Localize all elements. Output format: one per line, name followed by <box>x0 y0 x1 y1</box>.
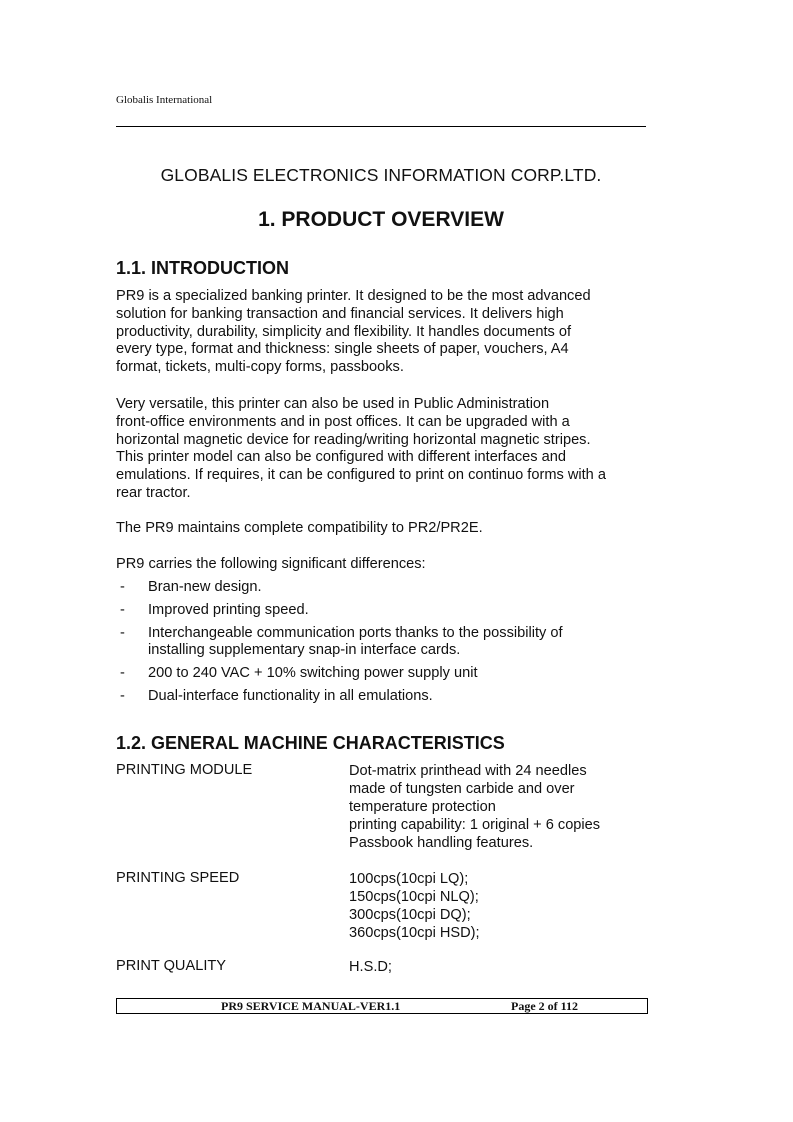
spec-value-line: 100cps(10cpi LQ); <box>349 871 469 887</box>
intro-paragraph-2 <box>116 396 646 503</box>
text-line: Very versatile, this printer can also be used in Public Administration <box>116 396 550 412</box>
section-heading-introduction: 1.1. INTRODUCTION <box>116 258 290 278</box>
text-line: This printer model can also be configured with different interfaces and <box>116 449 566 466</box>
spec-values-printing-module <box>349 762 600 852</box>
text-line: horizontal magnetic device for reading/writing horizontal magnetic stripes. <box>116 431 591 448</box>
text-line: solution for banking transaction and financial services. It delivers high <box>116 305 564 322</box>
text-line: front-office environments and in post offices. It can be upgraded with a <box>116 413 570 430</box>
company-name: GLOBALIS ELECTRONICS INFORMATION CORP.LTD. <box>160 165 602 185</box>
spec-value-line: temperature protection <box>349 799 496 815</box>
page-footer <box>116 998 648 1014</box>
spec-value-line: made of tungsten carbide and over <box>349 781 575 797</box>
bullet-marker: - <box>120 687 125 704</box>
compatibility-paragraph: The PR9 maintains complete compatibility to PR2/PR2E. <box>116 520 483 536</box>
bullet-marker: - <box>120 624 125 641</box>
list-item: - Improved printing speed. <box>120 601 309 618</box>
list-item: - Bran-new design. <box>120 579 262 595</box>
text-line: productivity, durability, simplicity and flexibility. It handles documents of <box>116 323 572 340</box>
spec-label-print-quality: PRINT QUALITY <box>116 958 227 974</box>
spec-values-printing-speed <box>349 870 480 942</box>
text-line: every type, format and thickness: single sheets of paper, vouchers, A4 <box>116 341 569 358</box>
list-item: - 200 to 240 VAC + 10% switching power supply unit <box>120 665 478 682</box>
bullet-marker: - <box>120 601 125 618</box>
chapter-title: 1. PRODUCT OVERVIEW <box>258 208 504 231</box>
bullet-marker: - <box>120 665 125 682</box>
list-item: - Dual-interface functionality in all emulations. <box>120 687 433 704</box>
differences-list <box>116 579 646 706</box>
spec-value-line: 300cps(10cpi DQ); <box>349 907 471 923</box>
text-line: emulations. If requires, it can be configured to print on continuo forms with a <box>116 467 606 484</box>
header-divider <box>116 126 646 127</box>
differences-intro: PR9 carries the following significant differences: <box>116 556 426 572</box>
spec-value-line: 360cps(10cpi HSD); <box>349 925 480 941</box>
spec-values-print-quality <box>349 958 392 976</box>
footer-page-number: Page 2 of 112 <box>511 999 578 1013</box>
list-item: - Interchangeable communication ports thanks to the possibility of installing supplementary snap-in interface cards. <box>120 624 563 659</box>
text-line: format, tickets, multi-copy forms, passbooks. <box>116 359 404 376</box>
bullet-marker: - <box>120 579 125 595</box>
section-heading-general-characteristics: 1.2. GENERAL MACHINE CHARACTERISTICS <box>116 733 505 753</box>
spec-value-line: Dot-matrix printhead with 24 needles <box>349 763 587 779</box>
spec-value-line: printing capability: 1 original + 6 copies <box>349 817 601 833</box>
spec-value-line: H.S.D; <box>349 959 392 975</box>
spec-label-printing-speed: PRINTING SPEED <box>116 870 240 886</box>
intro-paragraph-1 <box>116 288 646 377</box>
text-line: rear tractor. <box>116 484 191 501</box>
running-header: Globalis International <box>116 94 213 106</box>
footer-manual-title: PR9 SERVICE MANUAL-VER1.1 <box>221 999 401 1013</box>
spec-value-line: 150cps(10cpi NLQ); <box>349 889 479 905</box>
spec-value-line: Passbook handling features. <box>349 835 534 851</box>
spec-label-printing-module: PRINTING MODULE <box>116 762 253 778</box>
text-line: PR9 is a specialized banking printer. It designed to be the most advanced <box>116 288 591 304</box>
